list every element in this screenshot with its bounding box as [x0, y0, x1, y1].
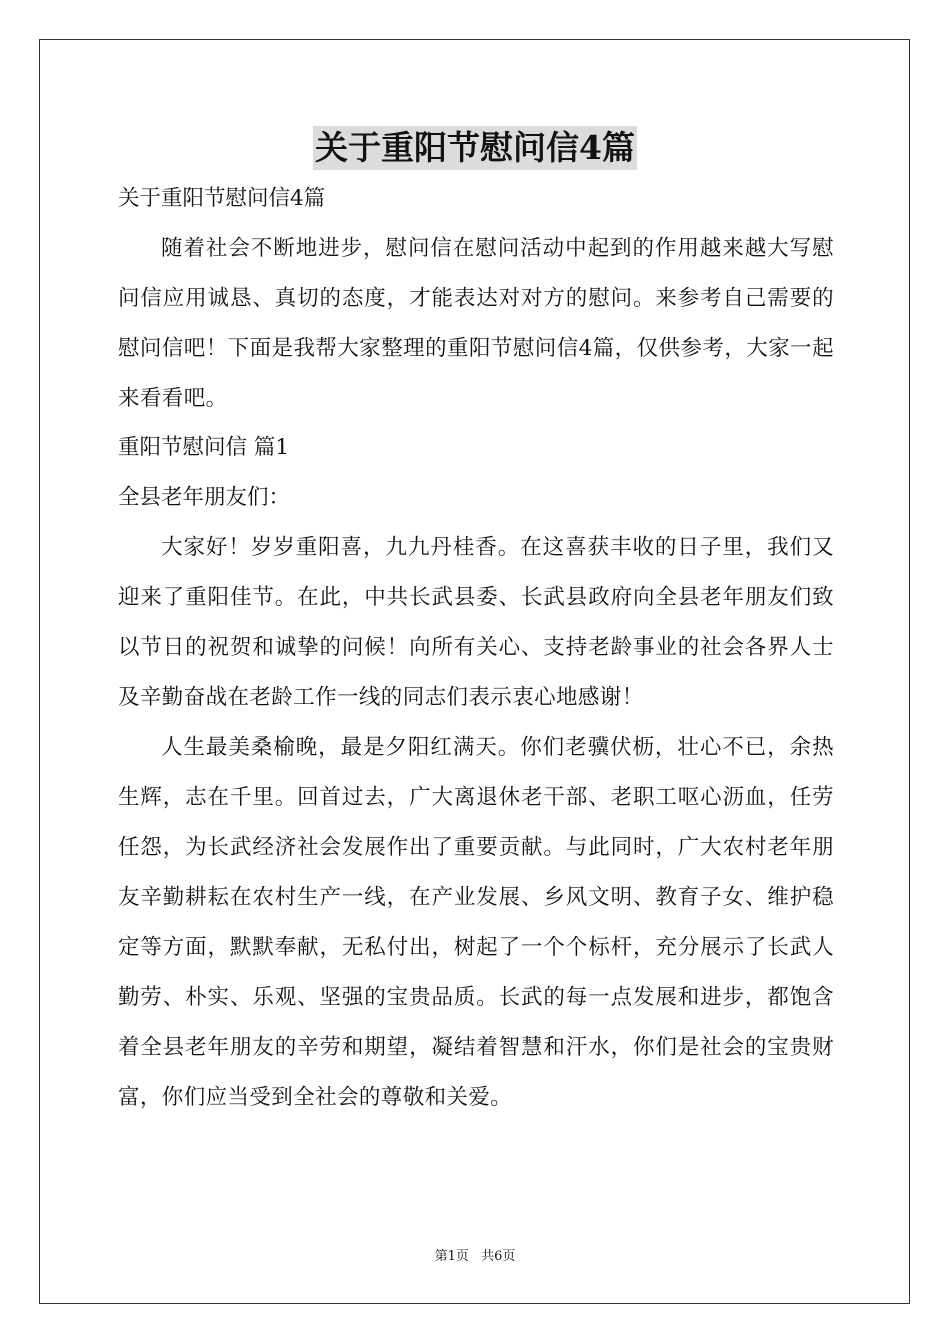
section-heading: 重阳节慰问信 篇1: [118, 435, 290, 460]
body-paragraph-1: 大家好！岁岁重阳喜，九九丹桂香。在这喜获丰收的日子里，我们又迎来了重阳佳节。在此，中共长武县委、长武县政府向全县老年朋友们致以节日的祝贺和诚挚的问候！向所有关心、支持老龄事业的社会各界人士及辛勤奋战在老龄工作一线的同志们表示衷心地感谢！: [118, 535, 834, 710]
page-number: 第1页: [434, 1249, 469, 1264]
body-paragraph-2: 人生最美桑榆晚，最是夕阳红满天。你们老骥伏枥，壮心不已，余热生辉，志在千里。回首过去，广大离退休老干部、老职工呕心沥血，任劳任怨，为长武经济社会发展作出了重要贡献。与此同时，广大农村老年朋友辛勤耕耘在农村生产一线，在产业发展、乡风文明、教育子女、维护稳定等方面，默默奉献，无私付出，树起了一个个标杆，充分展示了长武人勤劳、朴实、乐观、坚强的宝贵品质。长武的每一点发展和进步，都饱含着全县老年朋友的辛劳和期望，凝结着智慧和汗水，你们是社会的宝贵财富，你们应当受到全社会的尊敬和关爱。: [118, 735, 834, 1110]
page-total: 共6页: [481, 1249, 516, 1264]
document-title: 关于重阳节慰问信4篇: [313, 126, 637, 170]
title-container: [0, 126, 950, 170]
document-subtitle: 关于重阳节慰问信4篇: [118, 186, 326, 211]
page-footer: [0, 1248, 950, 1266]
intro-paragraph: 随着社会不断地进步，慰问信在慰问活动中起到的作用越来越大写慰问信应用诚恳、真切的态度，才能表达对对方的慰问。来参考自己需要的慰问信吧！下面是我帮大家整理的重阳节慰问信4篇，仅供参考，大家一起来看看吧。: [118, 236, 834, 411]
salutation: 全县老年朋友们：: [118, 485, 291, 510]
